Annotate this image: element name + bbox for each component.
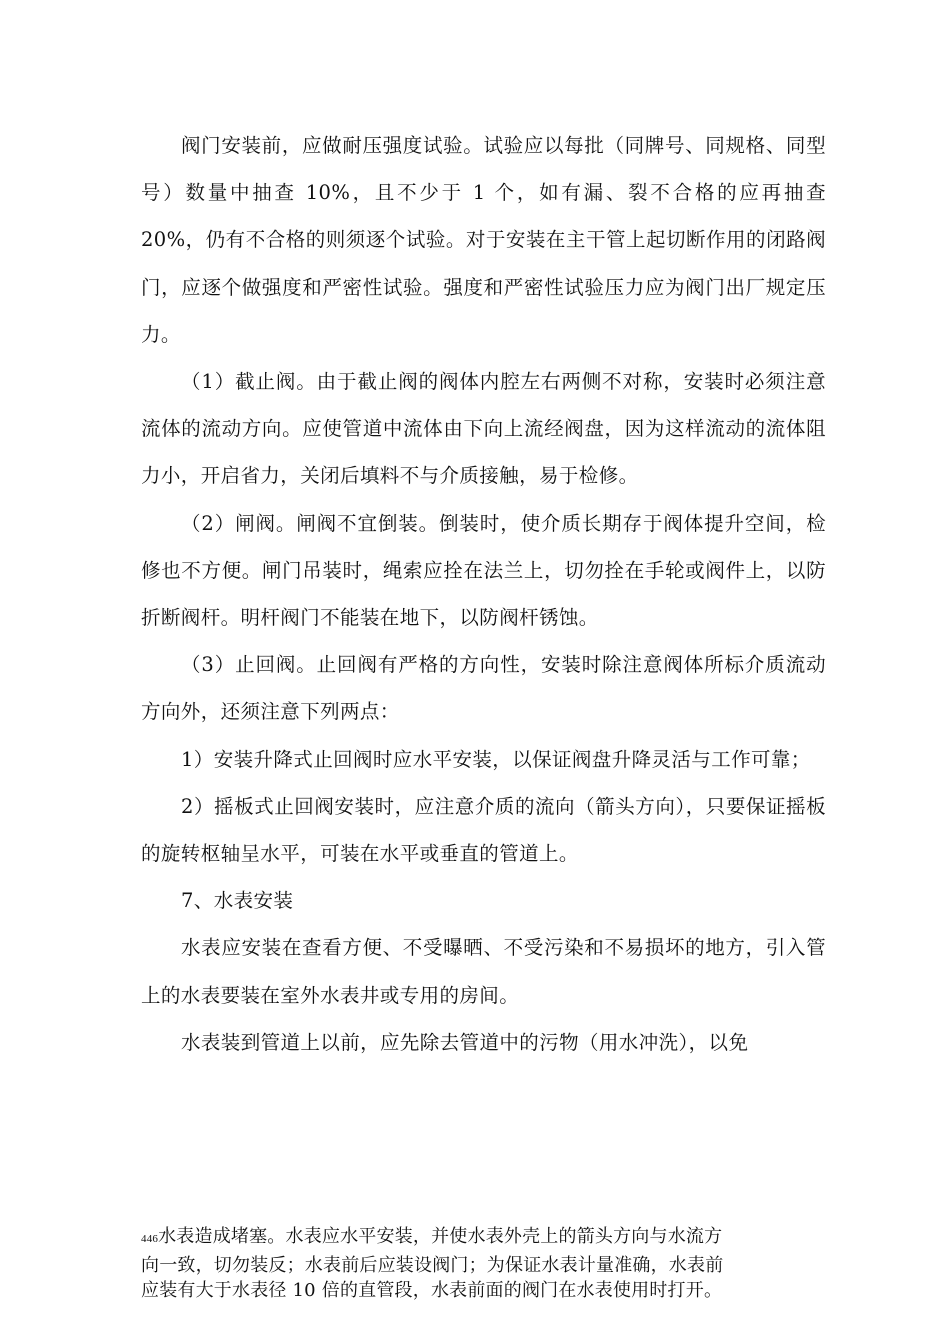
footer-line-1-text: 水表造成堵塞。水表应水平安装，并使水表外壳上的箭头方向与水流方: [158, 1226, 723, 1247]
paragraph-globe-valve: （1）截止阀。由于截止阀的阀体内腔左右两侧不对称，安装时必须注意流体的流动方向。应使管道中流体由下向上流经阀盘，因为这样流动的流体阻力小，开启省力，关闭后填料不与介质接触，易于检修。: [141, 370, 826, 488]
paragraph-check-valve: （3）止回阀。止回阀有严格的方向性，安装时除注意阀体所标介质流动方向外，还须注意下列两点：: [141, 653, 826, 724]
footer-continuation: [141, 1224, 841, 1304]
footer-line-2: 向一致，切勿装反；水表前后应装设阀门；为保证水表计量准确，水表前: [141, 1254, 724, 1276]
section-heading-water-meter: 7、水表安装: [181, 889, 294, 913]
paragraph-water-meter-flush: 水表装到管道上以前，应先除去管道中的污物（用水冲洗），以免: [181, 1030, 749, 1054]
page-number: 446: [141, 1233, 159, 1245]
paragraph-lift-check-valve: 1）安装升降式止回阀时应水平安装，以保证阀盘升降灵活与工作可靠；: [181, 747, 811, 771]
paragraph-gate-valve: （2）闸阀。闸阀不宜倒装。倒装时，使介质长期存于阀体提升空间，检修也不方便。闸门吊装时，绳索应拴在法兰上，切勿拴在手轮或阀件上，以防折断阀杆。明杆阀门不能装在地下，以防阀杆锈蚀。: [141, 511, 826, 630]
paragraph-water-meter-location: 水表应安装在查看方便、不受曝晒、不受污染和不易损坏的地方，引入管上的水表要装在室外水表井或专用的房间。: [141, 936, 826, 1007]
footer-line-1: [141, 1224, 841, 1253]
paragraph-swing-check-valve: 2）摇板式止回阀安装时，应注意介质的流向（箭头方向），只要保证摇板的旋转枢轴呈水平，可装在水平或垂直的管道上。: [141, 794, 826, 866]
paragraph-valve-pressure-test: 阀门安装前，应做耐压强度试验。试验应以每批（同牌号、同规格、同型号）数量中抽查 10%，且不少于 1 个，如有漏、裂不合格的应再抽查 20%，仍有不合格的则须逐个试验。对于安装在主干管上起切断作用的闭路阀门，应逐个做强度和严密性试验。强度和严密性试验压力应为阀门出厂规定压力。: [141, 134, 826, 346]
body-text: [141, 122, 826, 1066]
footer-line-3: 应装有大于水表径 10 倍的直管段，水表前面的阀门在水表使用时打开。: [141, 1280, 723, 1301]
